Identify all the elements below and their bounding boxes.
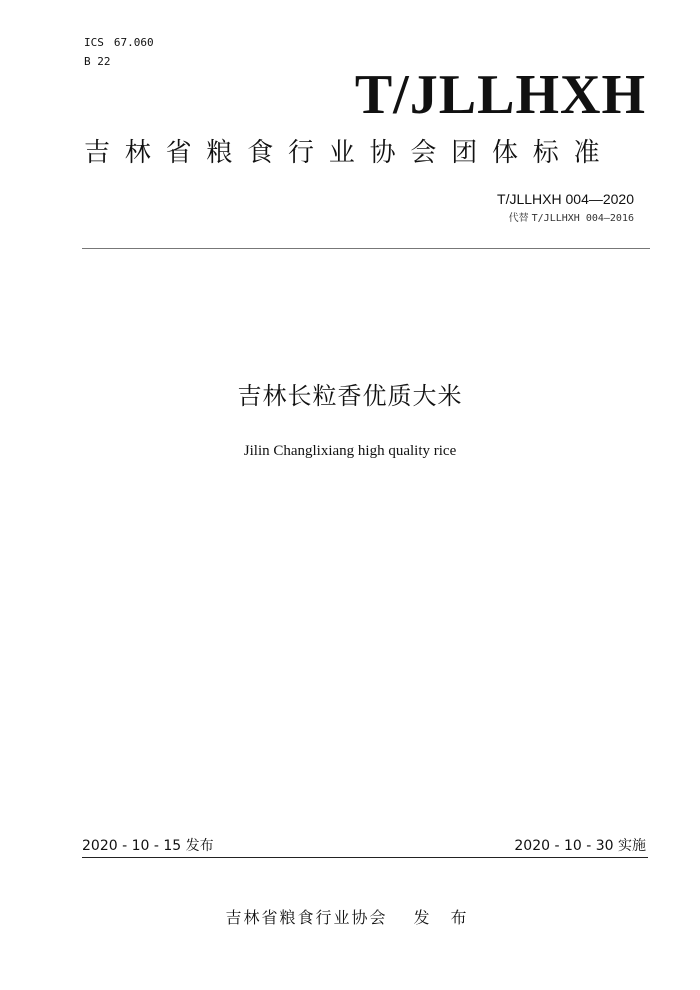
replaces-line [509, 212, 634, 226]
replaces-number: T/JLLHXH 004—2016 [531, 213, 634, 224]
header-divider [82, 248, 650, 249]
standard-number: T/JLLHXH 004—2020 [497, 191, 634, 207]
publish-verb: 发 布 [413, 908, 475, 927]
organization-standard-title: 吉林省粮食行业协会团体标准 [84, 138, 615, 168]
document-title-english: Jilin Changlixiang high quality rice [243, 443, 457, 459]
dates-divider [82, 857, 648, 858]
issue-date: 2020 - 10 - 15 发布 [82, 838, 214, 854]
replaces-label: 代替 [508, 213, 529, 224]
publisher-organization: 吉林省粮食行业协会 [225, 908, 388, 927]
standard-mark: T/JLLHXH [354, 64, 646, 126]
ics-classification [84, 36, 154, 50]
implementation-date: 2020 - 10 - 30 实施 [514, 838, 646, 854]
publisher-line [0, 907, 700, 929]
ccs-code: B 22 [84, 55, 111, 68]
ics-label: ICS [84, 36, 104, 49]
document-title-chinese: 吉林长粒香优质大米 [237, 382, 463, 410]
ics-code: 67.060 [113, 36, 154, 49]
